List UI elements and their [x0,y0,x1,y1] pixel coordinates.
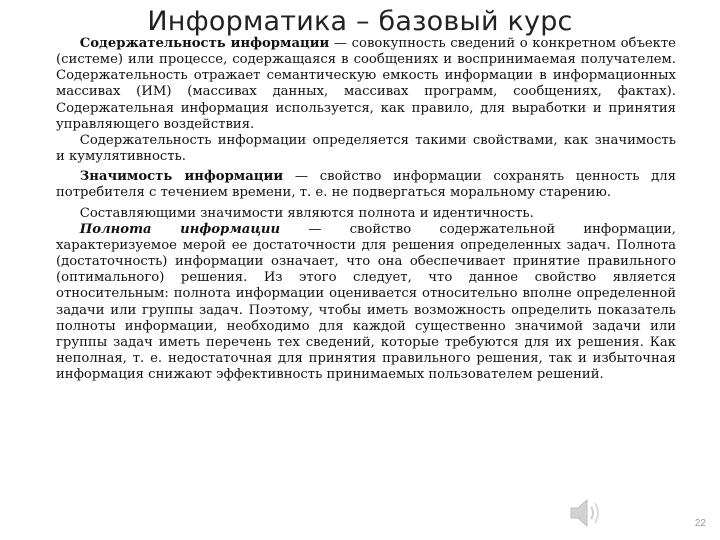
page-number: 22 [694,518,706,529]
paragraph-completeness-definition [56,222,676,384]
scanned-text-block [56,36,676,383]
paragraph-significance-definition [56,169,676,201]
slide-title: Информатика – базовый курс [147,6,573,37]
definition-significance: — свойство информации сохранять ценность для потребителя с течением времени, т. е. не подвергаться моральному старению. [56,169,676,201]
term-completeness: Полнота информации [79,221,281,237]
definition-completeness: — свойство содержательной информации, характеризуемое мерой ее достаточности для решения определенных задач. Полнота (достаточность) информации означает, что она обеспечивает принятие правильного (оптимального) решения. Из этого следует, что данное свойство является относительным: полнота информации оценивается относительно вполне определенной задачи или группы задач. Поэтому, чтобы иметь возможность определить показатель полноты информации, необходимо для каждой существенно значимой задачи или группы задач иметь перечень тех сведений, которые требуются для их решения. Как неполная, т. е. недостаточная для принятия правильного решения, так и избыточная информация снижают эффективность принимаемых пользователем решений. [56,221,676,383]
paragraph-content-properties: Содержательность информации определяется такими свойствами, как значимость и кумулятивность. [56,132,676,165]
definition-content: — совокупность сведений о конкретном объекте (системе) или процессе, содержащаяся в сообщениях и воспринимаемая получателем. Содержательность отражает семантическую емкость информации в информационных массивах (ИМ) (массивах данных, массивах программ, сообщениях, фактах). Содержательная информация используется, как правило, для выработки и принятия управляющего воздействия. [56,36,676,132]
term-significance: Значимость информации [79,169,284,185]
paragraph-significance-components: Составляющими значимости являются полнота и идентичность. [79,205,534,221]
term-content: Содержательность информации [79,36,330,51]
speaker-icon[interactable] [568,496,604,530]
paragraph-content-definition [56,36,676,133]
